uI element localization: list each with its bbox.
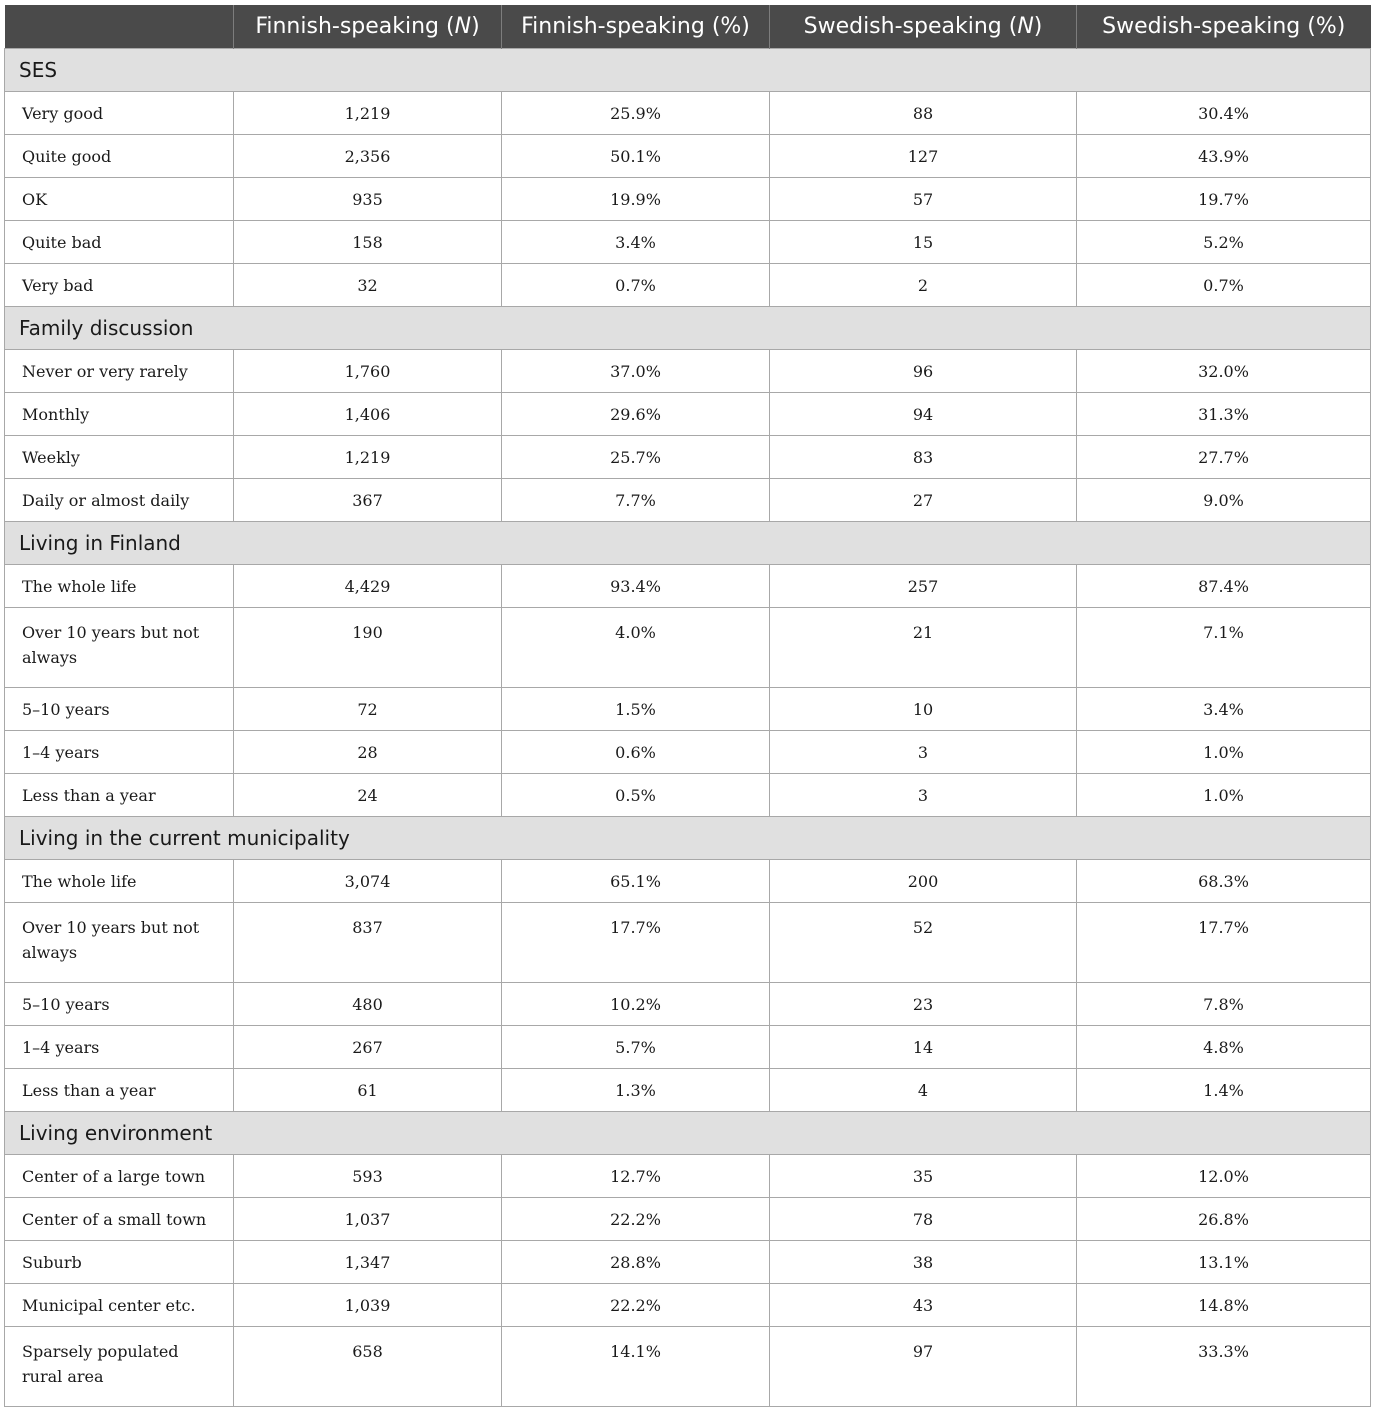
table-row <box>5 860 1371 903</box>
cell-fin-pct: 17.7% <box>502 903 770 983</box>
header-blank <box>5 5 234 49</box>
table-row <box>5 1198 1371 1241</box>
row-label: Less than a year <box>5 774 234 817</box>
table-row <box>5 393 1371 436</box>
row-label: Over 10 years but not always <box>5 903 234 983</box>
cell-fin-pct: 50.1% <box>502 135 770 178</box>
cell-fin-pct: 19.9% <box>502 178 770 221</box>
table-row <box>5 1069 1371 1112</box>
cell-swe-pct: 5.2% <box>1077 221 1371 264</box>
row-label: Over 10 years but not always <box>5 608 234 688</box>
cell-fin-n: 1,039 <box>234 1284 502 1327</box>
cell-fin-pct: 25.9% <box>502 92 770 135</box>
row-label: OK <box>5 178 234 221</box>
table-row <box>5 479 1371 522</box>
cell-fin-n: 72 <box>234 688 502 731</box>
header-row <box>5 5 1371 49</box>
cell-swe-n: 78 <box>770 1198 1077 1241</box>
cell-fin-n: 837 <box>234 903 502 983</box>
cell-swe-pct: 7.8% <box>1077 983 1371 1026</box>
section-title: Living in Finland <box>5 522 1371 565</box>
cell-fin-n: 1,219 <box>234 92 502 135</box>
cell-swe-n: 43 <box>770 1284 1077 1327</box>
cell-fin-n: 3,074 <box>234 860 502 903</box>
cell-fin-n: 658 <box>234 1327 502 1407</box>
cell-fin-n: 480 <box>234 983 502 1026</box>
cell-swe-pct: 32.0% <box>1077 350 1371 393</box>
cell-swe-n: 94 <box>770 393 1077 436</box>
table-row <box>5 774 1371 817</box>
cell-swe-pct: 0.7% <box>1077 264 1371 307</box>
cell-swe-pct: 9.0% <box>1077 479 1371 522</box>
section-title: Living environment <box>5 1112 1371 1155</box>
cell-swe-pct: 7.1% <box>1077 608 1371 688</box>
table-row <box>5 565 1371 608</box>
table-row <box>5 135 1371 178</box>
row-label: Monthly <box>5 393 234 436</box>
cell-fin-pct: 5.7% <box>502 1026 770 1069</box>
cell-swe-n: 23 <box>770 983 1077 1026</box>
table-row <box>5 608 1371 688</box>
cell-swe-n: 4 <box>770 1069 1077 1112</box>
cell-swe-n: 96 <box>770 350 1077 393</box>
cell-fin-pct: 3.4% <box>502 221 770 264</box>
cell-swe-pct: 14.8% <box>1077 1284 1371 1327</box>
cell-fin-pct: 22.2% <box>502 1198 770 1241</box>
cell-fin-pct: 0.7% <box>502 264 770 307</box>
cell-swe-n: 52 <box>770 903 1077 983</box>
header-finnish-n: Finnish-speaking (N) <box>234 5 502 49</box>
table-row <box>5 903 1371 983</box>
row-label: Daily or almost daily <box>5 479 234 522</box>
table-row <box>5 1284 1371 1327</box>
cell-swe-n: 57 <box>770 178 1077 221</box>
table-row <box>5 92 1371 135</box>
cell-swe-n: 3 <box>770 731 1077 774</box>
cell-fin-n: 367 <box>234 479 502 522</box>
cell-fin-n: 593 <box>234 1155 502 1198</box>
cell-fin-pct: 0.5% <box>502 774 770 817</box>
row-label: Weekly <box>5 436 234 479</box>
table-row <box>5 1026 1371 1069</box>
header-swedish-pct: Swedish-speaking (%) <box>1077 5 1371 49</box>
section-row <box>5 817 1371 860</box>
table-row <box>5 1327 1371 1407</box>
cell-swe-pct: 27.7% <box>1077 436 1371 479</box>
section-row <box>5 522 1371 565</box>
cell-fin-pct: 7.7% <box>502 479 770 522</box>
row-label: Never or very rarely <box>5 350 234 393</box>
cell-fin-pct: 93.4% <box>502 565 770 608</box>
row-label: Very bad <box>5 264 234 307</box>
cell-fin-pct: 65.1% <box>502 860 770 903</box>
cell-fin-n: 190 <box>234 608 502 688</box>
cell-fin-pct: 1.5% <box>502 688 770 731</box>
cell-fin-n: 267 <box>234 1026 502 1069</box>
row-label: The whole life <box>5 565 234 608</box>
cell-swe-n: 38 <box>770 1241 1077 1284</box>
header-finnish-pct: Finnish-speaking (%) <box>502 5 770 49</box>
cell-fin-pct: 28.8% <box>502 1241 770 1284</box>
row-label: Quite bad <box>5 221 234 264</box>
cell-swe-pct: 1.0% <box>1077 774 1371 817</box>
cell-swe-pct: 87.4% <box>1077 565 1371 608</box>
cell-swe-pct: 31.3% <box>1077 393 1371 436</box>
cell-swe-n: 21 <box>770 608 1077 688</box>
cell-swe-n: 35 <box>770 1155 1077 1198</box>
cell-fin-n: 1,219 <box>234 436 502 479</box>
cell-fin-pct: 0.6% <box>502 731 770 774</box>
table-row <box>5 731 1371 774</box>
cell-swe-n: 127 <box>770 135 1077 178</box>
cell-fin-n: 32 <box>234 264 502 307</box>
row-label: Center of a small town <box>5 1198 234 1241</box>
cell-fin-n: 1,347 <box>234 1241 502 1284</box>
row-label: Quite good <box>5 135 234 178</box>
table-row <box>5 1155 1371 1198</box>
cell-swe-pct: 12.0% <box>1077 1155 1371 1198</box>
section-row <box>5 1112 1371 1155</box>
cell-swe-pct: 33.3% <box>1077 1327 1371 1407</box>
row-label: 5–10 years <box>5 983 234 1026</box>
cell-swe-pct: 19.7% <box>1077 178 1371 221</box>
cell-fin-n: 158 <box>234 221 502 264</box>
table-row <box>5 1241 1371 1284</box>
cell-fin-n: 2,356 <box>234 135 502 178</box>
row-label: The whole life <box>5 860 234 903</box>
cell-fin-n: 28 <box>234 731 502 774</box>
cell-swe-n: 88 <box>770 92 1077 135</box>
row-label: 5–10 years <box>5 688 234 731</box>
table-row <box>5 436 1371 479</box>
table-row <box>5 221 1371 264</box>
cell-fin-pct: 22.2% <box>502 1284 770 1327</box>
cell-swe-n: 3 <box>770 774 1077 817</box>
cell-swe-pct: 68.3% <box>1077 860 1371 903</box>
cell-swe-n: 27 <box>770 479 1077 522</box>
cell-fin-pct: 14.1% <box>502 1327 770 1407</box>
table-row <box>5 264 1371 307</box>
header-swedish-n: Swedish-speaking (N) <box>770 5 1077 49</box>
table-row <box>5 178 1371 221</box>
section-title: Living in the current municipality <box>5 817 1371 860</box>
cell-swe-pct: 1.0% <box>1077 731 1371 774</box>
cell-fin-pct: 10.2% <box>502 983 770 1026</box>
cell-fin-n: 61 <box>234 1069 502 1112</box>
cell-swe-pct: 1.4% <box>1077 1069 1371 1112</box>
cell-swe-n: 10 <box>770 688 1077 731</box>
cell-fin-n: 1,037 <box>234 1198 502 1241</box>
cell-fin-pct: 12.7% <box>502 1155 770 1198</box>
cell-swe-n: 15 <box>770 221 1077 264</box>
table-row <box>5 350 1371 393</box>
table-row <box>5 983 1371 1026</box>
cell-swe-pct: 3.4% <box>1077 688 1371 731</box>
cell-fin-pct: 4.0% <box>502 608 770 688</box>
row-label: 1–4 years <box>5 731 234 774</box>
cell-fin-n: 4,429 <box>234 565 502 608</box>
section-row <box>5 49 1371 92</box>
cell-swe-n: 97 <box>770 1327 1077 1407</box>
row-label: Municipal center etc. <box>5 1284 234 1327</box>
row-label: Suburb <box>5 1241 234 1284</box>
cell-fin-n: 935 <box>234 178 502 221</box>
table-row <box>5 688 1371 731</box>
section-title: SES <box>5 49 1371 92</box>
cell-fin-pct: 29.6% <box>502 393 770 436</box>
cell-swe-n: 200 <box>770 860 1077 903</box>
row-label: Center of a large town <box>5 1155 234 1198</box>
cell-swe-n: 14 <box>770 1026 1077 1069</box>
cell-fin-pct: 1.3% <box>502 1069 770 1112</box>
cell-swe-pct: 43.9% <box>1077 135 1371 178</box>
demographics-table <box>4 5 1371 1407</box>
table-body <box>5 49 1371 1407</box>
cell-fin-n: 1,760 <box>234 350 502 393</box>
cell-swe-n: 2 <box>770 264 1077 307</box>
cell-swe-pct: 13.1% <box>1077 1241 1371 1284</box>
section-row <box>5 307 1371 350</box>
cell-fin-pct: 25.7% <box>502 436 770 479</box>
row-label: Very good <box>5 92 234 135</box>
cell-swe-pct: 26.8% <box>1077 1198 1371 1241</box>
row-label: Sparsely populated rural area <box>5 1327 234 1407</box>
cell-swe-pct: 4.8% <box>1077 1026 1371 1069</box>
row-label: 1–4 years <box>5 1026 234 1069</box>
row-label: Less than a year <box>5 1069 234 1112</box>
cell-swe-pct: 30.4% <box>1077 92 1371 135</box>
cell-swe-pct: 17.7% <box>1077 903 1371 983</box>
cell-swe-n: 83 <box>770 436 1077 479</box>
cell-fin-n: 1,406 <box>234 393 502 436</box>
section-title: Family discussion <box>5 307 1371 350</box>
cell-fin-n: 24 <box>234 774 502 817</box>
cell-fin-pct: 37.0% <box>502 350 770 393</box>
cell-swe-n: 257 <box>770 565 1077 608</box>
